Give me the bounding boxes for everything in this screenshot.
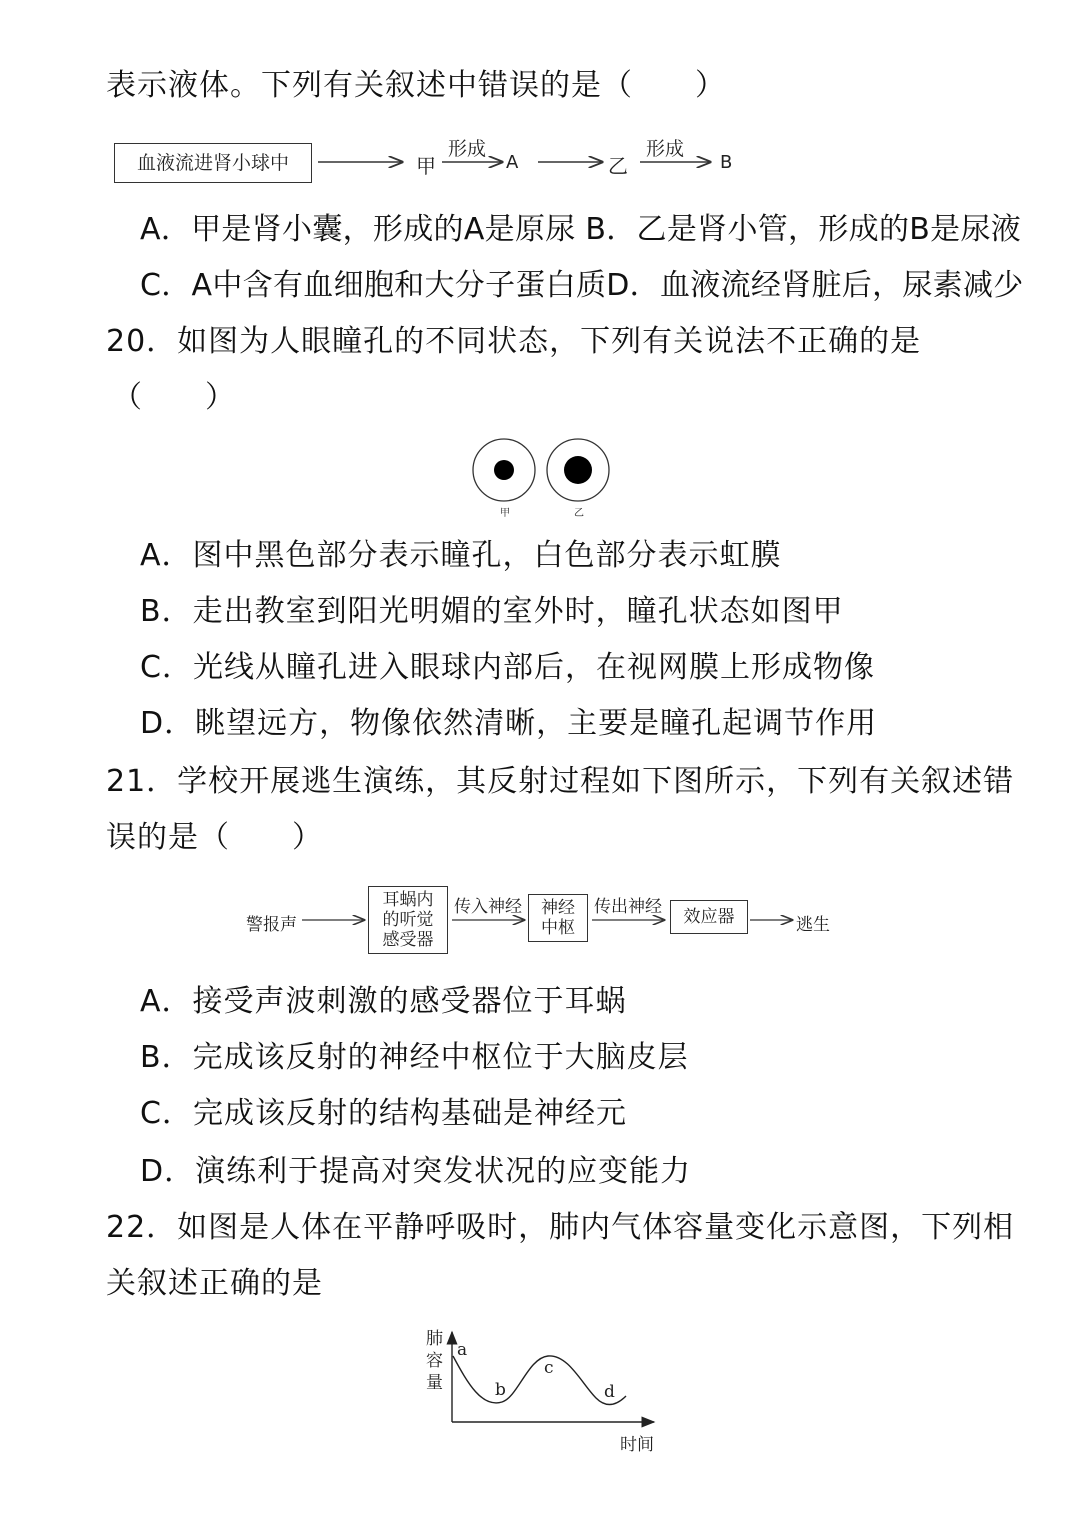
q21-start: 警报声 — [246, 915, 297, 935]
q19-label-form2: 形成 — [646, 138, 685, 160]
q21-box-center — [528, 894, 588, 942]
q22-ylabel-1: 肺 — [426, 1329, 443, 1349]
q22-point-c: c — [544, 1358, 554, 1378]
receptor-line2: 的听觉 — [382, 910, 434, 930]
q20-option-a: A．图中黑色部分表示瞳孔，白色部分表示虹膜 — [140, 538, 782, 573]
q21-afferent: 传入神经 — [454, 897, 522, 917]
q21-box-receptor — [368, 886, 448, 954]
q20-option-d: D．眺望远方，物像依然清晰，主要是瞳孔起调节作用 — [140, 706, 878, 741]
q21-option-b: B．完成该反射的神经中枢位于大脑皮层 — [140, 1040, 689, 1075]
q22-xlabel: 时间 — [620, 1435, 654, 1455]
q20-option-b: B．走出教室到阳光明媚的室外时，瞳孔状态如图甲 — [140, 594, 844, 629]
q20-pupil-figure — [470, 436, 615, 520]
q21-efferent: 传出神经 — [594, 897, 662, 917]
q19-label-form1: 形成 — [448, 138, 487, 160]
q20-label-yi: 乙 — [574, 508, 584, 519]
q20-paren: （ ） — [112, 380, 236, 415]
q19-diagram — [110, 130, 760, 190]
q19-label-jia: 甲 — [416, 154, 436, 178]
q22-ylabel-2: 容 — [426, 1351, 443, 1371]
q22-ylabel-3: 量 — [426, 1373, 443, 1393]
q22-stem-line1: 22．如图是人体在平静呼吸时，肺内气体容量变化示意图，下列相 — [106, 1210, 1015, 1245]
q19-option-ab: A．甲是肾小囊，形成的A是原尿 B．乙是肾小管，形成的B是尿液 — [140, 212, 1022, 247]
receptor-line3: 感受器 — [382, 930, 434, 950]
q21-end: 逃生 — [796, 915, 830, 935]
q21-stem-line2: 误的是（ ） — [106, 820, 323, 855]
center-line1: 神经 — [541, 898, 575, 918]
q20-stem: 20．如图为人眼瞳孔的不同状态，下列有关说法不正确的是 — [106, 324, 922, 359]
q22-lung-graph — [420, 1322, 670, 1462]
q19-label-a: A — [506, 152, 519, 173]
q21-option-a: A．接受声波刺激的感受器位于耳蜗 — [140, 984, 627, 1019]
q19-option-cd: C．A中含有血细胞和大分子蛋白质D．血液流经肾脏后，尿素减少 — [140, 268, 1024, 303]
q21-option-c: C．完成该反射的结构基础是神经元 — [140, 1096, 627, 1131]
pupil-yi — [564, 456, 592, 484]
q19-label-b: B — [720, 152, 733, 173]
q19-box-blood: 血液流进肾小球中 — [114, 143, 312, 183]
center-line2: 中枢 — [541, 918, 575, 938]
q22-point-a: a — [457, 1340, 468, 1360]
pupil-figure-svg — [470, 436, 615, 520]
q21-option-d: D．演练利于提高对突发状况的应变能力 — [140, 1154, 692, 1189]
receptor-line1: 耳蜗内 — [382, 890, 434, 910]
q22-stem-line2: 关叙述正确的是 — [106, 1266, 323, 1301]
volume-curve — [453, 1356, 626, 1405]
q21-stem-line1: 21．学校开展逃生演练，其反射过程如下图所示，下列有关叙述错 — [106, 764, 1015, 799]
q21-reflex-flow — [240, 884, 840, 958]
q20-option-c: C．光线从瞳孔进入眼球内部后，在视网膜上形成物像 — [140, 650, 875, 685]
q22-point-d: d — [604, 1382, 615, 1402]
pupil-jia — [494, 460, 514, 480]
q21-box-effector: 效应器 — [670, 900, 748, 934]
q22-point-b: b — [495, 1380, 506, 1400]
q19-label-yi: 乙 — [608, 154, 628, 178]
q19-stem-tail: 表示液体。下列有关叙述中错误的是（ ） — [106, 68, 726, 103]
q20-label-jia: 甲 — [500, 508, 510, 519]
